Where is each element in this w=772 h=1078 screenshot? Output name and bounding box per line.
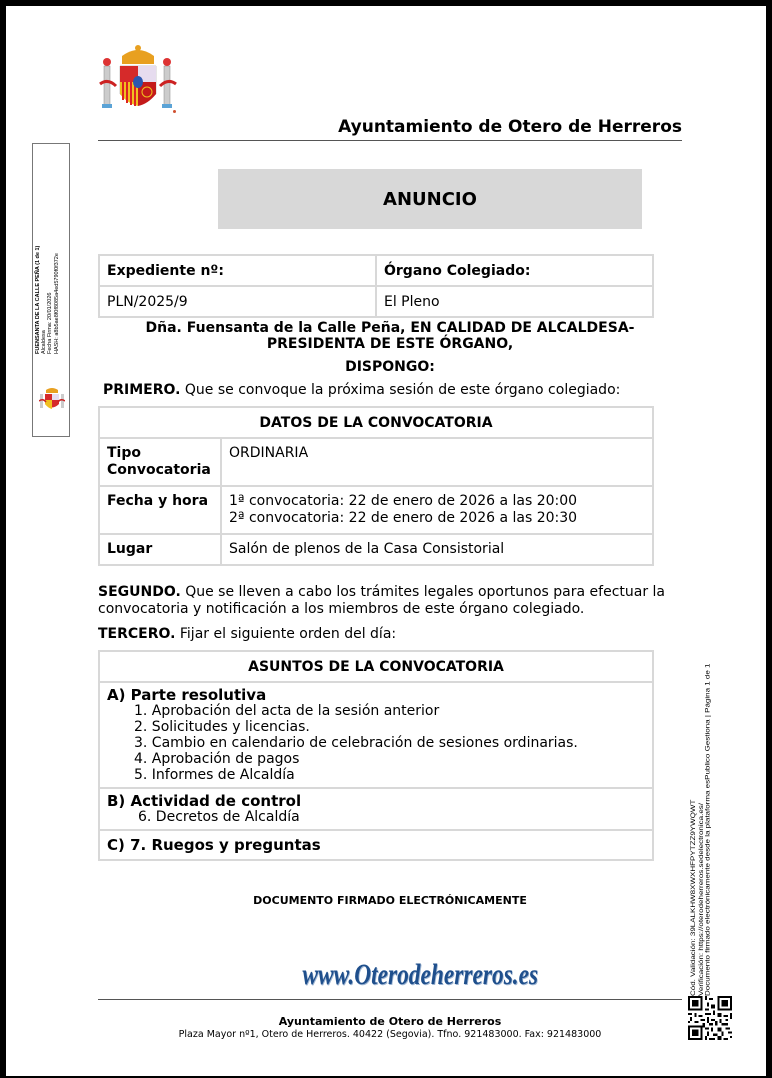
tercero-text: Fijar el siguiente orden del día: — [175, 626, 397, 642]
tercero-paragraph — [98, 626, 682, 643]
list-item: 2. Solicitudes y licencias. — [134, 719, 310, 735]
list-item: 6. Decretos de Alcaldía — [138, 809, 300, 825]
segundo-label: SEGUNDO. — [98, 584, 181, 600]
section-b — [99, 788, 653, 830]
organo-header: Órgano Colegiado: — [376, 255, 653, 286]
spain-coat-of-arms-icon — [39, 386, 65, 412]
asuntos-title: ASUNTOS DE LA CONVOCATORIA — [99, 651, 653, 682]
datos-convocatoria-title: DATOS DE LA CONVOCATORIA — [99, 407, 653, 438]
table-row — [99, 682, 653, 788]
row-value: Salón de plenos de la Casa Consistorial — [221, 534, 653, 565]
table-row — [99, 486, 653, 534]
intro-line-2: PRESIDENTA DE ESTE ÓRGANO, — [266, 336, 514, 352]
signature-stamp — [32, 143, 70, 437]
document-page — [6, 6, 766, 1076]
asuntos-table — [98, 650, 654, 861]
expediente-value: PLN/2025/9 — [99, 286, 376, 317]
signer-name: FUENSANTA DE LA CALLE PEÑA (1 de 1) — [35, 245, 41, 354]
list-item: 3. Cambio en calendario de celebración de sesiones ordinarias. — [134, 735, 578, 751]
dispongo-heading: DISPONGO: — [345, 359, 435, 375]
first-call: 1ª convocatoria: 22 de enero de 2026 a las 20:00 — [229, 493, 578, 509]
qr-code-icon[interactable] — [688, 996, 732, 1040]
organo-value: El Pleno — [376, 286, 653, 317]
signature-date: Fecha Firma: 20/01/2026 — [47, 292, 54, 354]
section-a — [99, 682, 653, 788]
section-c — [99, 830, 653, 860]
table-header-row — [99, 407, 653, 438]
row-label: Tipo Convocatoria — [99, 438, 221, 486]
list-item: 4. Aprobación de pagos — [134, 751, 300, 767]
section-a-title: A) Parte resolutiva — [107, 686, 267, 704]
decorative-dot — [173, 110, 176, 113]
footer-title: Ayuntamiento de Otero de Herreros — [278, 1015, 502, 1028]
primero-paragraph — [103, 382, 687, 399]
second-call: 2ª convocatoria: 22 de enero de 2026 a las 20:30 — [229, 510, 578, 526]
validation-code: Cód. Validación: 39LALKHW8XWXHFPYTZZ9YWQWT — [689, 799, 697, 996]
signed-notice: DOCUMENTO FIRMADO ELECTRÓNICAMENTE — [253, 894, 527, 907]
row-label: Fecha y hora — [99, 486, 221, 534]
row-value: ORDINARIA — [221, 438, 653, 486]
validation-stamp — [689, 663, 712, 996]
website-link[interactable]: www.Oterodeherreros.es — [302, 958, 539, 991]
table-row — [99, 438, 653, 486]
signature-hash: HASH: a8b5ae8f0f8085a4ed5790f0f372e — [53, 253, 60, 354]
segundo-text: Que se lleven a cabo los trámites legales oportunos para efectuar la convocatoria y notificación a los miembros de este órgano colegiado. — [98, 584, 666, 617]
header-divider — [98, 140, 682, 141]
footer-divider — [98, 999, 682, 1000]
spain-coat-of-arms-icon — [98, 42, 178, 114]
verification-url[interactable]: Verificación: https://oterodeherreros.sedelectronica.es/ — [696, 803, 705, 996]
table-row — [99, 788, 653, 830]
primero-text: Que se convoque la próxima sesión de este órgano colegiado: — [180, 382, 621, 398]
list-item: 5. Informes de Alcaldía — [134, 767, 295, 783]
list-item: 1. Aprobación del acta de la sesión anterior — [134, 703, 440, 719]
datos-convocatoria-table — [98, 406, 654, 566]
document-title — [218, 169, 642, 229]
primero-label: PRIMERO. — [103, 382, 181, 398]
expediente-table — [98, 254, 654, 318]
document-title-text: ANUNCIO — [383, 188, 477, 210]
footer-address: Plaza Mayor nº1, Otero de Herreros. 40422 (Segovia). Tfno. 921483000. Fax: 921483000 — [178, 1029, 602, 1040]
segundo-paragraph — [98, 584, 682, 618]
section-b-title: B) Actividad de control — [107, 792, 302, 810]
expediente-header: Expediente nº: — [99, 255, 376, 286]
header-title: Ayuntamiento de Otero de Herreros — [338, 117, 682, 137]
signer-role: Alcaldesa — [41, 330, 48, 354]
table-row — [99, 286, 653, 317]
table-row — [99, 830, 653, 860]
table-row — [99, 534, 653, 565]
row-label: Lugar — [99, 534, 221, 565]
signature-stamp-text — [35, 214, 60, 354]
section-c-title: C) 7. Ruegos y preguntas — [107, 836, 321, 854]
tercero-label: TERCERO. — [98, 626, 176, 642]
table-header-row — [99, 651, 653, 682]
table-row — [99, 255, 653, 286]
row-value — [221, 486, 653, 534]
intro-line-1: Dña. Fuensanta de la Calle Peña, EN CALIDAD DE ALCALDESA- — [145, 320, 635, 336]
electronic-signature-notice: Documento firmado electrónicamente desde la plataforma esPublico Gestiona | Página 1 de 1 — [703, 663, 712, 996]
